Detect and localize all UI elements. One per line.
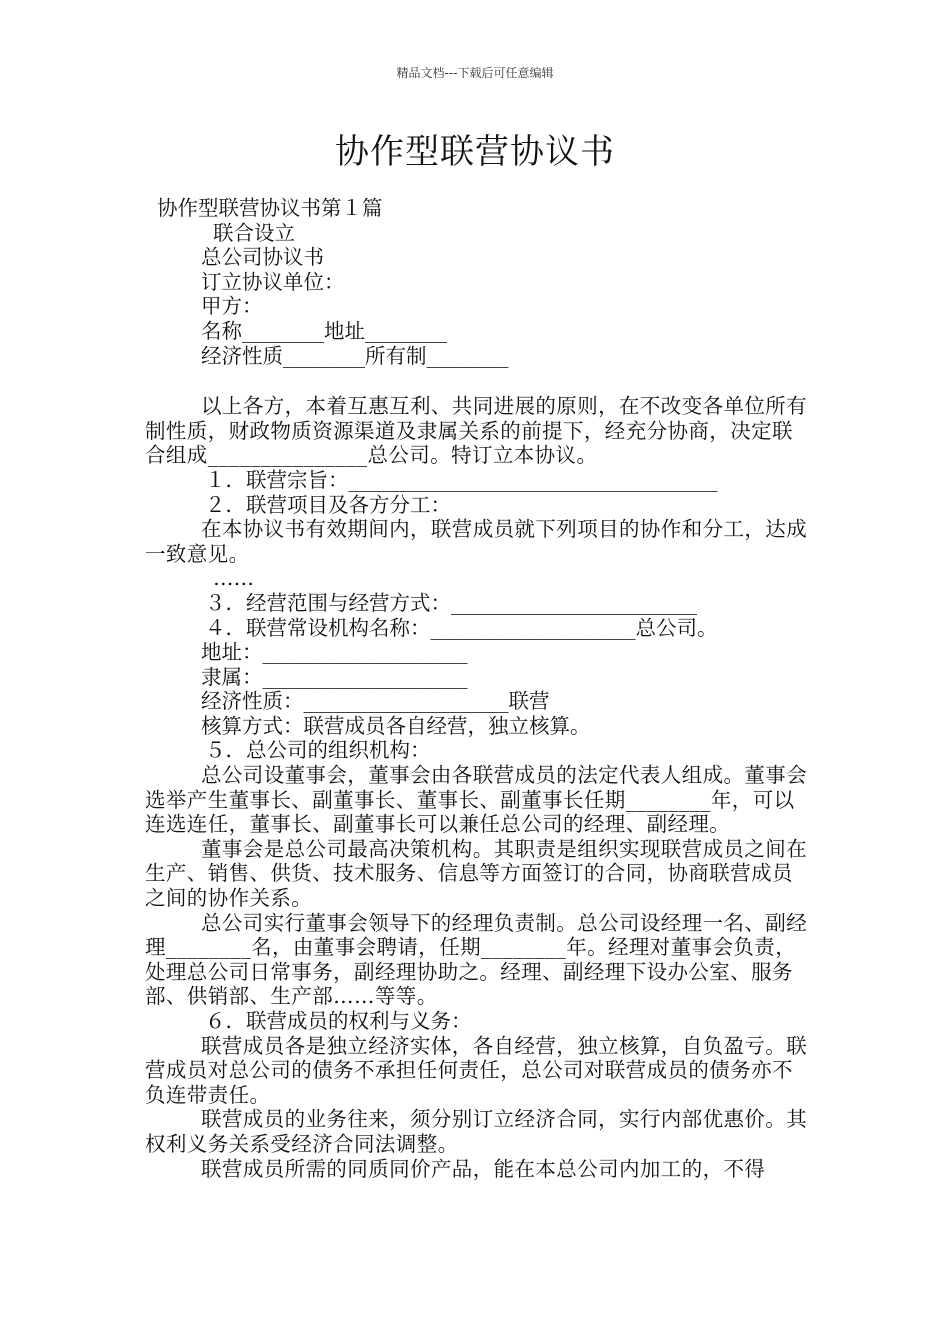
- text-line: 甲方：: [201, 294, 263, 319]
- text-line: 经济性质________所有制________: [201, 343, 509, 368]
- clause-heading-4: ４．联营常设机构名称：____________________总公司。: [205, 615, 718, 640]
- clause-heading-2: ２．联营项目及各方分工：: [205, 492, 451, 517]
- paragraph: 总公司设董事会，董事会由各联营成员的法定代表人组成。董事会选举产生董事长、副董事长、董事长、副董事长任期________年，可以连选连任，董事长、副董事长可以兼任总公司的经理、副经理。: [145, 763, 808, 837]
- text-line: 名称________地址________: [201, 318, 447, 343]
- document-title: 协作型联营协议书: [335, 132, 615, 172]
- ellipsis: ……: [213, 566, 254, 591]
- document-body: [145, 196, 810, 1181]
- text-line: 总公司协议书: [201, 245, 324, 270]
- text-line: 地址：____________________: [201, 640, 468, 665]
- paragraph-intro: 以上各方，本着互惠互利、共同进展的原则，在不改变各单位所有制性质，财政物质资源渠道及隶属关系的前提下，经充分协商，决定联合组成_______________总公司。特订立本协议。: [145, 394, 808, 468]
- text-line: 经济性质：____________________联营: [201, 689, 550, 714]
- clause-heading-5: ５．总公司的组织机构：: [205, 738, 431, 763]
- paragraph: 在本协议书有效期间内，联营成员就下列项目的协作和分工，达成一致意见。: [145, 517, 808, 566]
- text-line: 隶属：____________________: [201, 664, 468, 689]
- paragraph: 联营成员各是独立经济实体，各自经营，独立核算，自负盈亏。联营成员对总公司的债务不承担任何责任，总公司对联营成员的债务亦不负连带责任。: [145, 1033, 808, 1107]
- text-line: 核算方式：联营成员各自经营，独立核算。: [201, 713, 591, 738]
- paragraph: 联营成员的业务往来，须分别订立经济合同，实行内部优惠价。其权利义务关系受经济合同法调整。: [145, 1107, 808, 1156]
- paragraph: 董事会是总公司最高决策机构。其职责是组织实现联营成员之间在生产、销售、供货、技术服务、信息等方面签订的合同，协商联营成员之间的协作关系。: [145, 836, 808, 911]
- text-line: 订立协议单位：: [201, 269, 345, 294]
- paragraph: 联营成员所需的同质同价产品，能在本总公司内加工的，不得: [201, 1156, 766, 1181]
- clause-heading-1: １．联营宗旨：____________________________________: [205, 467, 718, 492]
- text-line: 联合设立: [213, 220, 295, 245]
- paragraph: 总公司实行董事会领导下的经理负责制。总公司设经理一名、副经理________名，由董事会聘请，任期________年。经理对董事会负责，处理总公司日常事务，副经理协助之。经理、副经理下设办公室、服务部、供销部、生产部……等等。: [145, 910, 808, 1009]
- blank-line: [145, 368, 810, 394]
- page-header: 精品文档---下载后可任意编辑: [396, 66, 554, 80]
- clause-heading-3: ３．经营范围与经营方式：________________________: [205, 590, 697, 615]
- document-subtitle: 协作型联营协议书第１篇: [157, 196, 383, 220]
- clause-heading-6: ６．联营成员的权利与义务：: [205, 1009, 472, 1033]
